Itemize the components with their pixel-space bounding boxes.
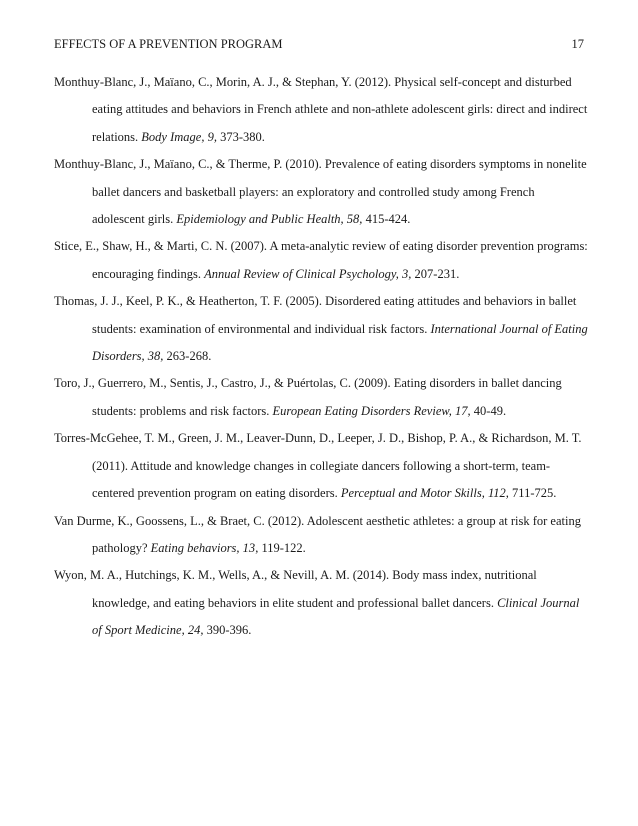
reference-text: Monthuy-Blanc, J., Maïano, C., Morin, A. J., & Stephan, Y. (2012). Physical self-concept and disturbed eating attitudes and behaviors in French athlete and non-athlete adolescent girls: direct and indirect relations. — [54, 75, 588, 144]
reference-text: Monthuy-Blanc, J., Maïano, C., & Therme, P. (2010). Prevalence of eating disorders symptoms in nonelite ballet dancers and basketball players: an exploratory and controlled study among French adolescent girls. — [54, 157, 587, 227]
reference-pages: 711-725. — [508, 486, 557, 501]
reference-text: Toro, J., Guerrero, M., Sentis, J., Castro, J., & Puértolas, C. (2009). Eating disorders in ballet dancing students: problems and risk factors. — [54, 376, 562, 418]
reference-text: Van Durme, K., Goossens, L., & Braet, C. (2012). Adolescent aesthetic athletes: a group at risk for eating pathology? — [54, 513, 581, 555]
reference-text: Wyon, M. A., Hutchings, K. M., Wells, A., & Nevill, A. M. (2014). Body mass index, nutritional knowledge, and eating behaviors in elite student and professional ballet dancers. — [54, 568, 537, 610]
reference-pages: , 119-122. — [255, 540, 306, 555]
reference-entry — [54, 562, 588, 644]
running-head: EFFECTS OF A PREVENTION PROGRAM — [54, 37, 283, 51]
reference-entry — [54, 151, 588, 233]
reference-source: International Journal of Eating Disorders, 38, — [92, 321, 588, 364]
reference-source: Perceptual and Motor Skills, 112, — [340, 486, 509, 501]
page-number: 17 — [571, 37, 584, 51]
reference-list — [54, 69, 588, 645]
reference-pages: 263-268. — [163, 349, 212, 364]
reference-source: Body Image, 9, — [141, 129, 217, 144]
reference-text: Torres-McGehee, T. M., Green, J. M., Leaver-Dunn, D., Leeper, J. D., Bishop, P. A., & Richardson, M. T. (2011). Attitude and knowledge changes in collegiate dancers following a short-term, team-centered prevention program on eating disorders. — [54, 431, 582, 501]
reference-pages: 207-231. — [411, 266, 460, 281]
reference-entry — [54, 69, 588, 151]
reference-entry — [54, 288, 588, 370]
reference-entry — [54, 425, 588, 507]
reference-pages: 373-380. — [216, 129, 265, 144]
reference-source: Eating behaviors, 13 — [150, 540, 256, 555]
reference-pages: 40-49. — [470, 403, 507, 418]
reference-text: Stice, E., Shaw, H., & Marti, C. N. (2007). A meta-analytic review of eating disorder prevention programs: encouraging findings. — [54, 239, 588, 281]
reference-entry — [54, 370, 588, 425]
reference-source: European Eating Disorders Review, 17, — [272, 403, 471, 418]
reference-pages: 390-396. — [203, 623, 252, 638]
reference-entry — [54, 508, 588, 563]
reference-entry — [54, 233, 588, 288]
reference-pages: 415-424. — [362, 212, 411, 227]
reference-text: Thomas, J. J., Keel, P. K., & Heatherton, T. F. (2005). Disordered eating attitudes and behaviors in ballet students: examination of environmental and individual risk factors. — [54, 294, 577, 336]
reference-source: Clinical Journal of Sport Medicine, 24, — [92, 595, 580, 638]
reference-source: Annual Review of Clinical Psychology, 3, — [204, 266, 412, 281]
reference-source: Epidemiology and Public Health, 58, — [176, 212, 363, 227]
